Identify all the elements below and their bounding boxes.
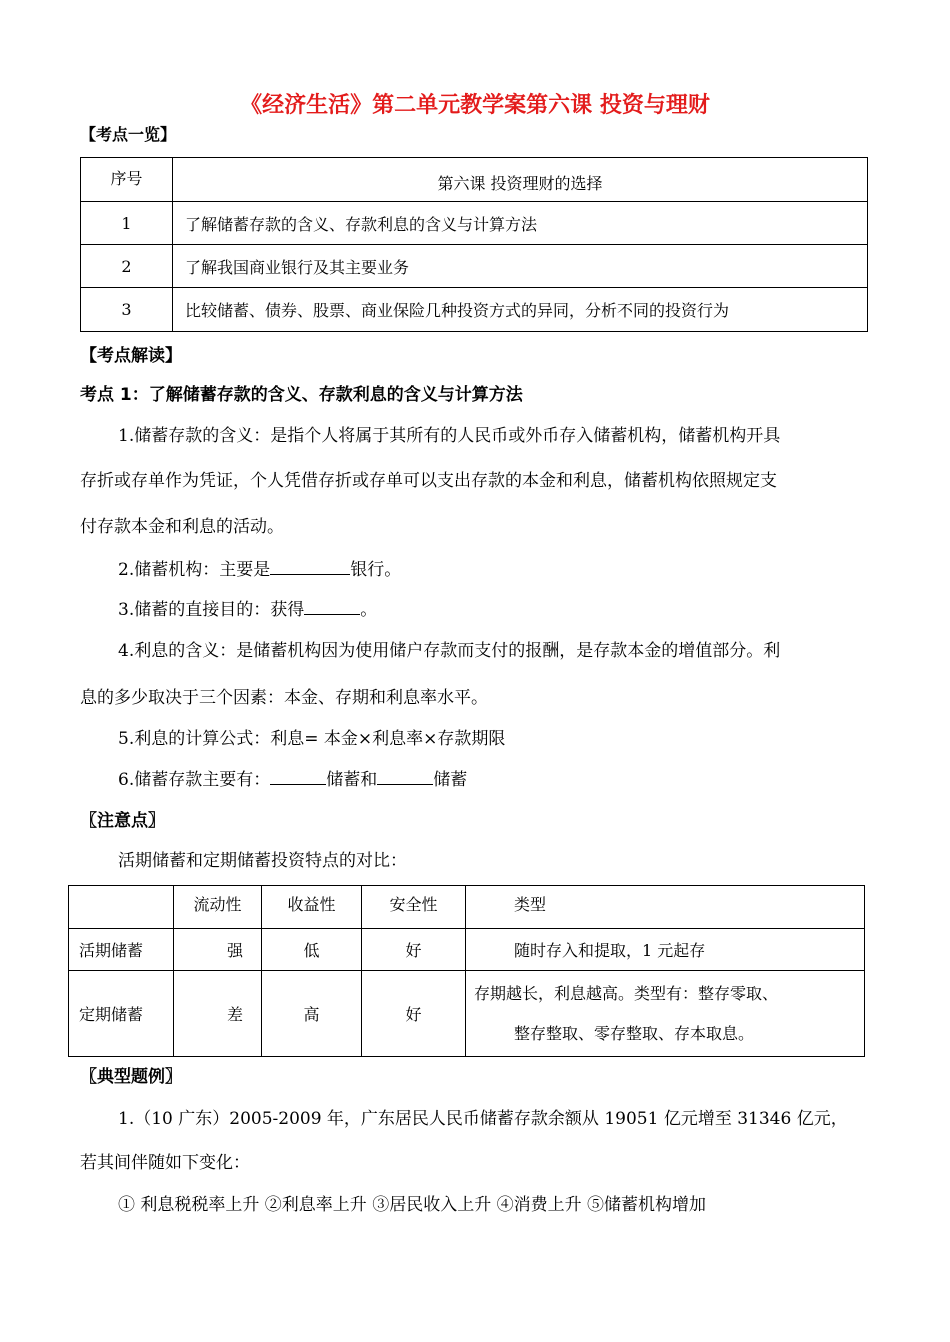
paragraph-line: 1.储蓄存款的含义：是指个人将属于其所有的人民币或外币存入储蓄机构，储蓄机构开具 xyxy=(118,426,781,446)
row-type-line: 整存整取、零存整取、存本取息。 xyxy=(514,1023,755,1043)
row-yield: 低 xyxy=(262,929,362,971)
row-number: 2 xyxy=(81,245,173,288)
paragraph-5: 5.利息的计算公式：利息= 本金×利息率×存款期限 xyxy=(118,729,506,749)
text: 2.储蓄机构：主要是 xyxy=(118,560,271,580)
overview-row xyxy=(81,202,868,245)
fill-blank xyxy=(270,767,326,785)
overview-header-row xyxy=(81,158,868,202)
header-lesson: 第六课 投资理财的选择 xyxy=(173,158,868,202)
row-number: 3 xyxy=(81,288,173,332)
question-1-options: ① 利息税税率上升 ②利息率上升 ③居民收入上升 ④消费上升 ⑤储蓄机构增加 xyxy=(118,1195,707,1215)
row-text: 了解储蓄存款的含义、存款利息的含义与计算方法 xyxy=(173,202,868,245)
row-name: 定期储蓄 xyxy=(69,971,174,1057)
overview-table xyxy=(80,157,868,332)
paragraph-line: 息的多少取决于三个因素：本金、存期和利息率水平。 xyxy=(80,688,488,708)
examples-heading: 〖典型题例〗 xyxy=(80,1067,182,1087)
fill-blank xyxy=(270,557,350,575)
text: 储蓄 xyxy=(433,770,468,790)
row-yield: 高 xyxy=(262,971,362,1057)
header-type: 类型 xyxy=(466,886,865,929)
paragraph-line: 付存款本金和利息的活动。 xyxy=(80,517,284,537)
row-type-line: 存期越长，利息越高。类型有：整存零取、 xyxy=(474,983,779,1003)
interpretation-heading: 【考点解读】 xyxy=(80,346,182,366)
question-1-line: 若其间伴随如下变化： xyxy=(80,1153,250,1173)
text: 6.储蓄存款主要有： xyxy=(118,770,271,790)
paragraph-3 xyxy=(118,595,377,620)
fill-blank xyxy=(377,767,433,785)
text: 3.储蓄的直接目的：获得 xyxy=(118,600,305,620)
comparison-row xyxy=(69,929,865,971)
row-text: 比较储蓄、债券、股票、商业保险几种投资方式的异同，分析不同的投资行为 xyxy=(173,288,868,332)
paragraph-line: 4.利息的含义：是储蓄机构因为使用储户存款而支付的报酬，是存款本金的增值部分。利 xyxy=(118,641,781,661)
header-empty xyxy=(69,886,174,929)
notes-intro: 活期储蓄和定期储蓄投资特点的对比： xyxy=(118,851,407,871)
question-1-line: 1.（10 广东）2005-2009 年，广东居民人民币储蓄存款余额从 19051 亿元增至 31346 亿元， xyxy=(118,1109,848,1129)
overview-row xyxy=(81,288,868,332)
row-name: 活期储蓄 xyxy=(69,929,174,971)
paragraph-2 xyxy=(118,555,401,580)
comparison-row xyxy=(69,971,865,1057)
text: 。 xyxy=(360,600,378,620)
paragraph-6 xyxy=(118,765,467,790)
row-liquidity: 强 xyxy=(174,929,262,971)
notes-heading: 〖注意点〗 xyxy=(80,811,165,831)
row-type xyxy=(466,971,865,1057)
header-yield: 收益性 xyxy=(262,886,362,929)
header-liquidity: 流动性 xyxy=(174,886,262,929)
overview-heading: 【考点一览】 xyxy=(80,125,177,144)
row-safety: 好 xyxy=(362,971,466,1057)
row-number: 1 xyxy=(81,202,173,245)
comparison-header-row xyxy=(69,886,865,929)
header-safety: 安全性 xyxy=(362,886,466,929)
row-liquidity: 差 xyxy=(174,971,262,1057)
row-type: 随时存入和提取，1 元起存 xyxy=(466,929,865,971)
row-safety: 好 xyxy=(362,929,466,971)
fill-blank xyxy=(304,597,360,615)
row-text: 了解我国商业银行及其主要业务 xyxy=(173,245,868,288)
text: 储蓄和 xyxy=(326,770,378,790)
page-title: 《经济生活》第二单元教学案第六课 投资与理财 xyxy=(240,93,710,118)
text: 银行。 xyxy=(350,560,402,580)
header-number: 序号 xyxy=(81,158,173,202)
savings-comparison-table xyxy=(68,885,865,1057)
paragraph-line: 存折或存单作为凭证，个人凭借存折或存单可以支出存款的本金和利息，储蓄机构依照规定支 xyxy=(80,471,777,491)
overview-row xyxy=(81,245,868,288)
point1-heading: 考点 1：了解储蓄存款的含义、存款利息的含义与计算方法 xyxy=(80,385,523,405)
